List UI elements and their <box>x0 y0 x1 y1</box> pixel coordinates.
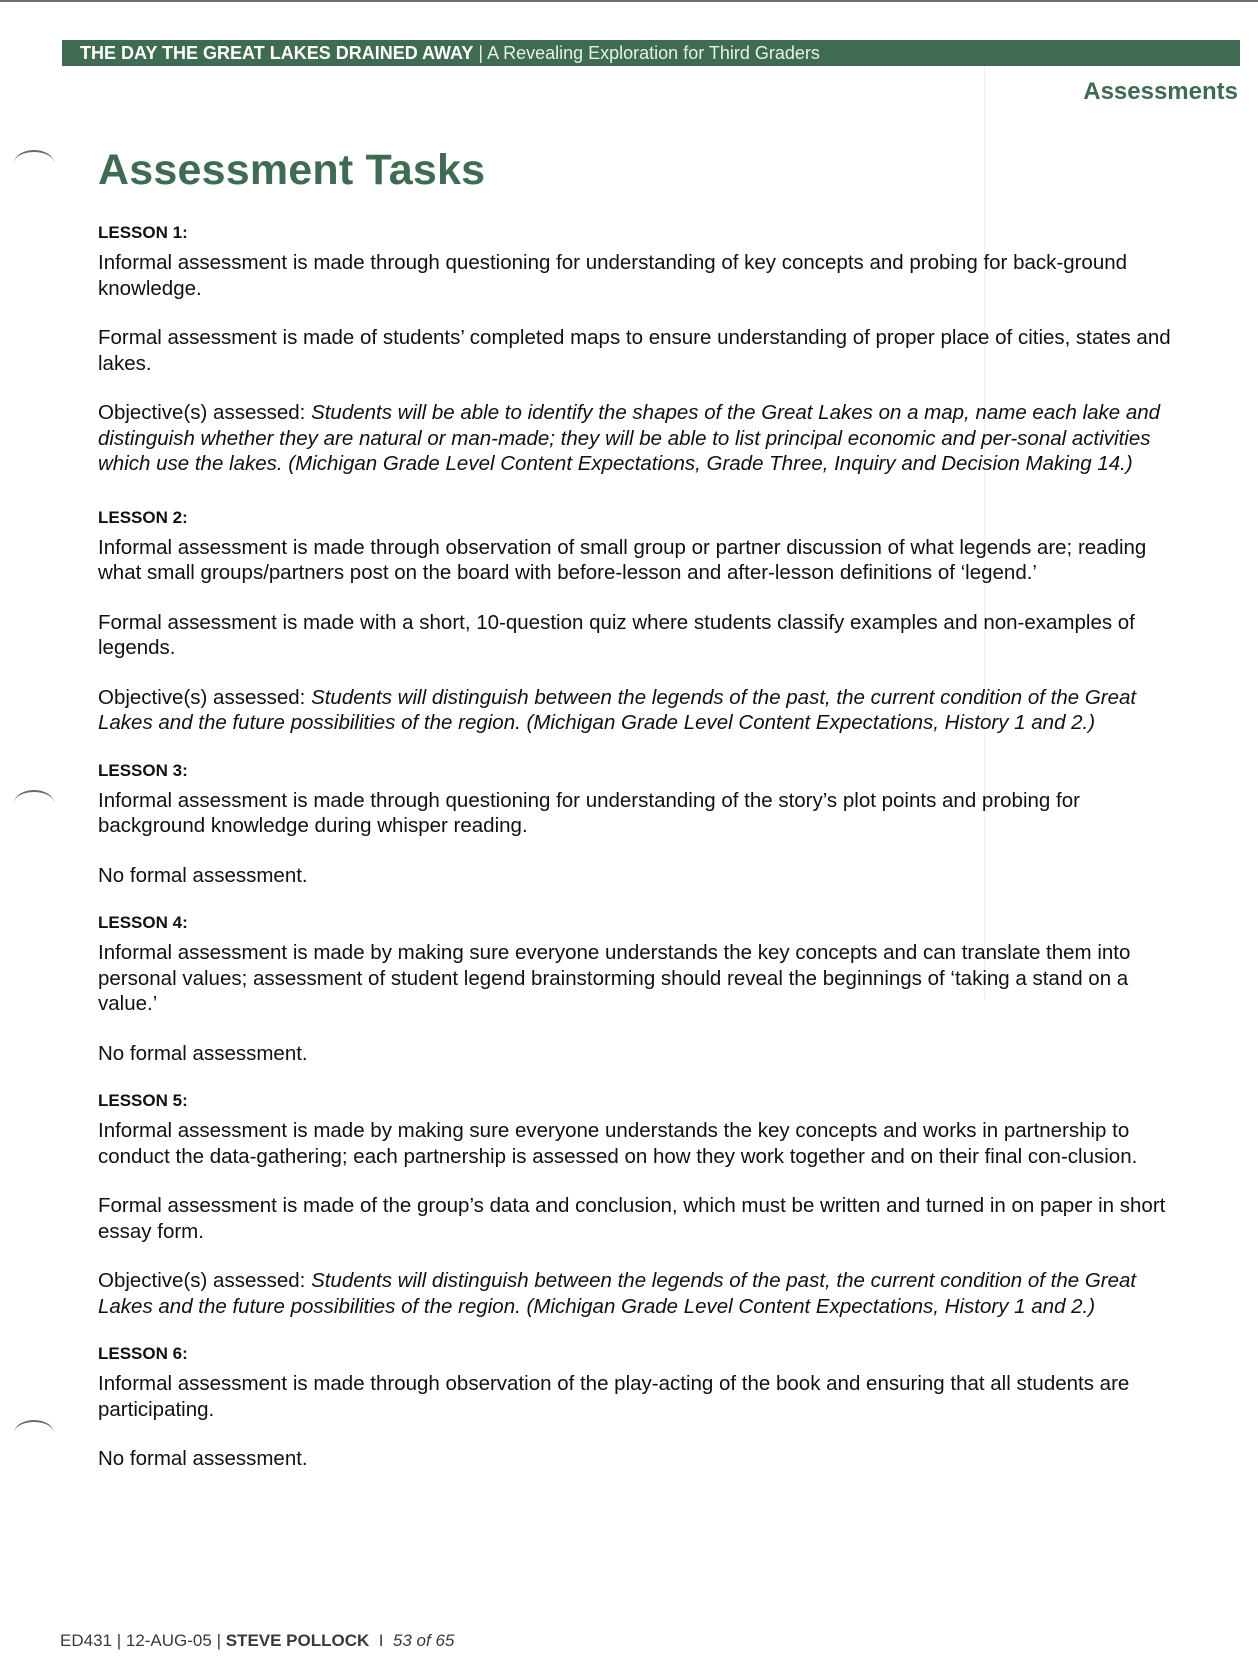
footer-separator: I <box>369 1631 393 1650</box>
page-footer <box>60 1631 454 1651</box>
objective-assessed <box>98 400 1184 477</box>
formal-assessment: Formal assessment is made of students’ completed maps to ensure understanding of proper place of cities, states and lakes. <box>98 326 1171 375</box>
footer-course: ED431 <box>60 1631 112 1650</box>
lesson-5 <box>98 1090 1184 1319</box>
lesson-heading: LESSON 1: <box>98 223 188 242</box>
header-subtitle: A Revealing Exploration for Third Graders <box>487 43 820 63</box>
punch-hole-mark <box>14 150 54 176</box>
formal-assessment: Formal assessment is made of the group’s data and conclusion, which must be written and turned in on paper in short essay form. <box>98 1194 1166 1243</box>
informal-assessment: Informal assessment is made by making sure everyone understands the key concepts and can translate them into personal values; assessment of student legend brainstorming should reveal the beginnings of ‘taking a stand on a value.’ <box>98 941 1131 1015</box>
informal-assessment: Informal assessment is made by making sure everyone understands the key concepts and works in partnership to conduct the data-gathering; each partnership is assessed on how they work together and on their final con-clusion. <box>98 1119 1138 1168</box>
objective-label: Objective(s) assessed: <box>98 1269 312 1292</box>
lesson-1 <box>98 222 1184 477</box>
lesson-4 <box>98 912 1184 1066</box>
header-bar <box>62 40 1240 66</box>
objective-text: Students will distinguish between the legends of the past, the current condition of the Great Lakes and the future possibilities of the region. (Michigan Grade Level Content Expectations, History 1 and 2.) <box>98 685 1137 734</box>
objective-label: Objective(s) assessed: <box>98 685 312 709</box>
punch-hole-mark <box>14 790 54 816</box>
informal-assessment: Informal assessment is made through questioning for understanding of the story’s plot points and probing for background knowledge during whisper reading. <box>98 788 1080 837</box>
informal-assessment: Informal assessment is made through observation of small group or partner discussion of what legends are; reading what small groups/partners post on the board with before-lesson and after-lesson definitions of ‘legend.’ <box>98 535 1147 584</box>
objective-assessed <box>98 685 1184 736</box>
lesson-heading: LESSON 2: <box>98 507 188 527</box>
formal-assessment: No formal assessment. <box>98 863 308 887</box>
formal-assessment: Formal assessment is made with a short, 10-question quiz where students classify examples and non-examples of legends. <box>98 610 1135 659</box>
lesson-heading: LESSON 6: <box>98 1344 188 1363</box>
objective-text: Students will distinguish between the legends of the past, the current condition of the Great Lakes and the future possibilities of the region. (Michigan Grade Level Content Expectations, History 1 and 2.) <box>98 1269 1137 1318</box>
lesson-2 <box>98 507 1184 736</box>
punch-hole-mark <box>14 1420 54 1446</box>
section-label: Assessments <box>1083 78 1238 105</box>
footer-separator: | <box>111 1631 126 1650</box>
formal-assessment: No formal assessment. <box>98 1041 308 1065</box>
header-separator: | <box>473 43 488 63</box>
lesson-heading: LESSON 4: <box>98 913 188 932</box>
footer-author: STEVE POLLOCK <box>225 1631 370 1650</box>
objective-assessed <box>98 1268 1184 1319</box>
footer-date: 12-AUG-05 <box>125 1631 212 1650</box>
lesson-heading: LESSON 5: <box>98 1091 188 1110</box>
footer-separator: | <box>211 1631 226 1650</box>
objective-label: Objective(s) assessed: <box>98 401 312 424</box>
lesson-heading: LESSON 3: <box>98 760 188 780</box>
informal-assessment: Informal assessment is made through observation of the play-acting of the book and ensuring that all students are participating. <box>98 1372 1130 1421</box>
lesson-6 <box>98 1343 1184 1472</box>
formal-assessment: No formal assessment. <box>98 1447 308 1470</box>
page-title: Assessment Tasks <box>98 146 486 194</box>
objective-text: Students will be able to identify the shapes of the Great Lakes on a map, name each lake and distinguish whether they are natural or man-made; they will be able to list principal economic and per-sonal activities which use the lakes. (Michigan Grade Level Content Expectations, Grade Three, Inquiry and Decision Making 14.) <box>98 401 1161 475</box>
header-title: THE DAY THE GREAT LAKES DRAINED AWAY <box>80 43 474 63</box>
footer-page-number: 53 of 65 <box>392 1631 455 1650</box>
lesson-list <box>98 222 1184 1486</box>
informal-assessment: Informal assessment is made through questioning for understanding of key concepts and probing for back-ground knowledge. <box>98 251 1128 300</box>
scan-top-edge <box>0 0 1258 2</box>
lesson-3 <box>98 760 1184 889</box>
